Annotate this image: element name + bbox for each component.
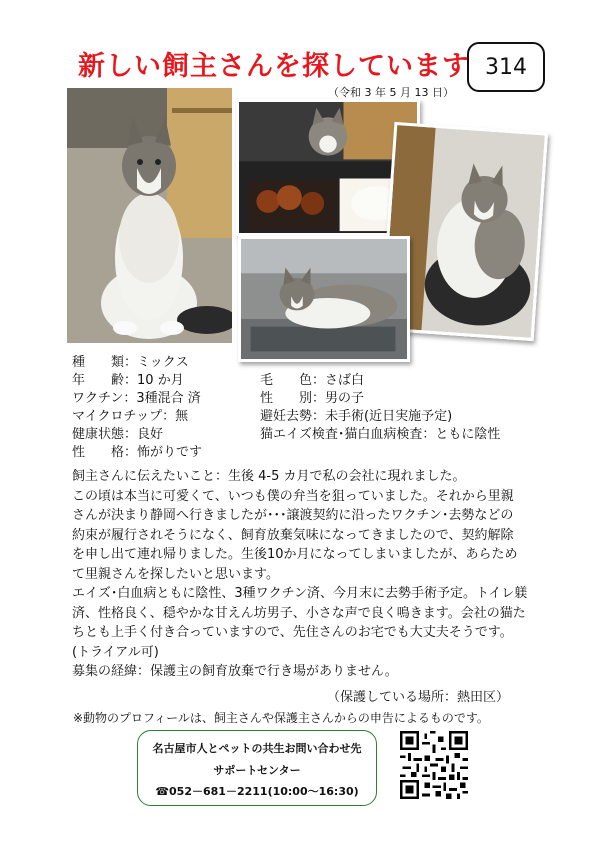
profile-disclaimer: ※動物のプロフィールは、飼主さんや保護主さんからの申告によるものです。	[73, 711, 489, 725]
microchip-value: 無	[175, 409, 189, 424]
health-value: 良好	[137, 427, 164, 442]
contact-phone[interactable]: ☎052－681－2211(10:00～16:30)	[155, 785, 359, 798]
age-value: 10 か月	[137, 373, 184, 388]
description-line: 飼主さんに伝えたいこと：生後 4-5 カ月で私の会社に現れました。	[72, 469, 466, 484]
color-label: 毛 色：	[260, 373, 326, 388]
description-text	[72, 467, 542, 682]
description-line: て里親さんを探したいと思います。	[72, 566, 279, 582]
contact-box	[137, 730, 377, 806]
description-line: 約束が履行されそうになく、飼育放棄気味になってきましたので、契約解除	[72, 527, 514, 543]
qr-code[interactable]	[400, 731, 468, 799]
posted-date: （令和 3 年 5 月 13 日）	[328, 86, 454, 99]
test-label: 猫エイズ検査･猫白血病検査：	[260, 427, 436, 442]
page-title: 新しい飼主さんを探しています	[78, 51, 470, 82]
listing-number-box	[467, 42, 545, 92]
photo-cat-lying	[238, 236, 410, 362]
description-line: 済、性格良く、穏やかな甘えん坊男子、小さな声で良く鳴きます。会社の猫た	[72, 605, 526, 621]
neuter-value: 未手術(近日実施予定)	[325, 409, 453, 424]
breed-label: 種 類：	[72, 355, 138, 370]
sex-value: 男の子	[325, 391, 365, 406]
breed-value: ミックス	[137, 355, 189, 370]
color-value: さば白	[325, 373, 365, 388]
age-label: 年 齢：	[72, 373, 138, 388]
personality-label: 性 格：	[72, 445, 138, 460]
sex-label: 性 別：	[260, 391, 326, 406]
description-line: 募集の経緯：保護主の飼育放棄で行き場がありません。	[72, 664, 398, 679]
test-value: ともに陰性	[435, 427, 501, 442]
description-line: エイズ･白血病ともに陰性、3種ワクチン済、今月末に去勢手術予定。トイレ躾	[72, 586, 528, 601]
microchip-label: マイクロチップ：	[72, 409, 176, 424]
neuter-label: 避妊去勢：	[260, 409, 326, 424]
contact-org: 名古屋市人とペットの共生お問い合わせ先	[152, 742, 362, 755]
vaccine-label: ワクチン：	[72, 391, 137, 406]
description-line: ちとも上手く付き合っていますので、先住さんのお宅でも大丈夫そうです。	[72, 625, 513, 640]
personality-value: 怖がりです	[137, 445, 203, 460]
description-line: を申し出て連れ帰りました。生後10か月になってしまいましたが、あらため	[72, 547, 518, 562]
contact-center: サポートセンター	[213, 764, 301, 777]
description-line: (トライアル可)	[72, 644, 159, 660]
health-label: 健康状態：	[72, 427, 138, 442]
description-line: さんが決まり静岡へ行きましたが･･･譲渡契約に沿ったワクチン･去勢などの	[72, 508, 514, 523]
description-line: この頃は本当に可愛くて、いつも僕の弁当を狙っていました。それから里親	[72, 488, 514, 504]
photo-cat-sitting	[67, 88, 232, 343]
shelter-location: （保護している場所：熱田区）	[327, 690, 510, 705]
vaccine-value: 3種混合 済	[136, 391, 201, 406]
listing-number: 314	[485, 54, 527, 80]
